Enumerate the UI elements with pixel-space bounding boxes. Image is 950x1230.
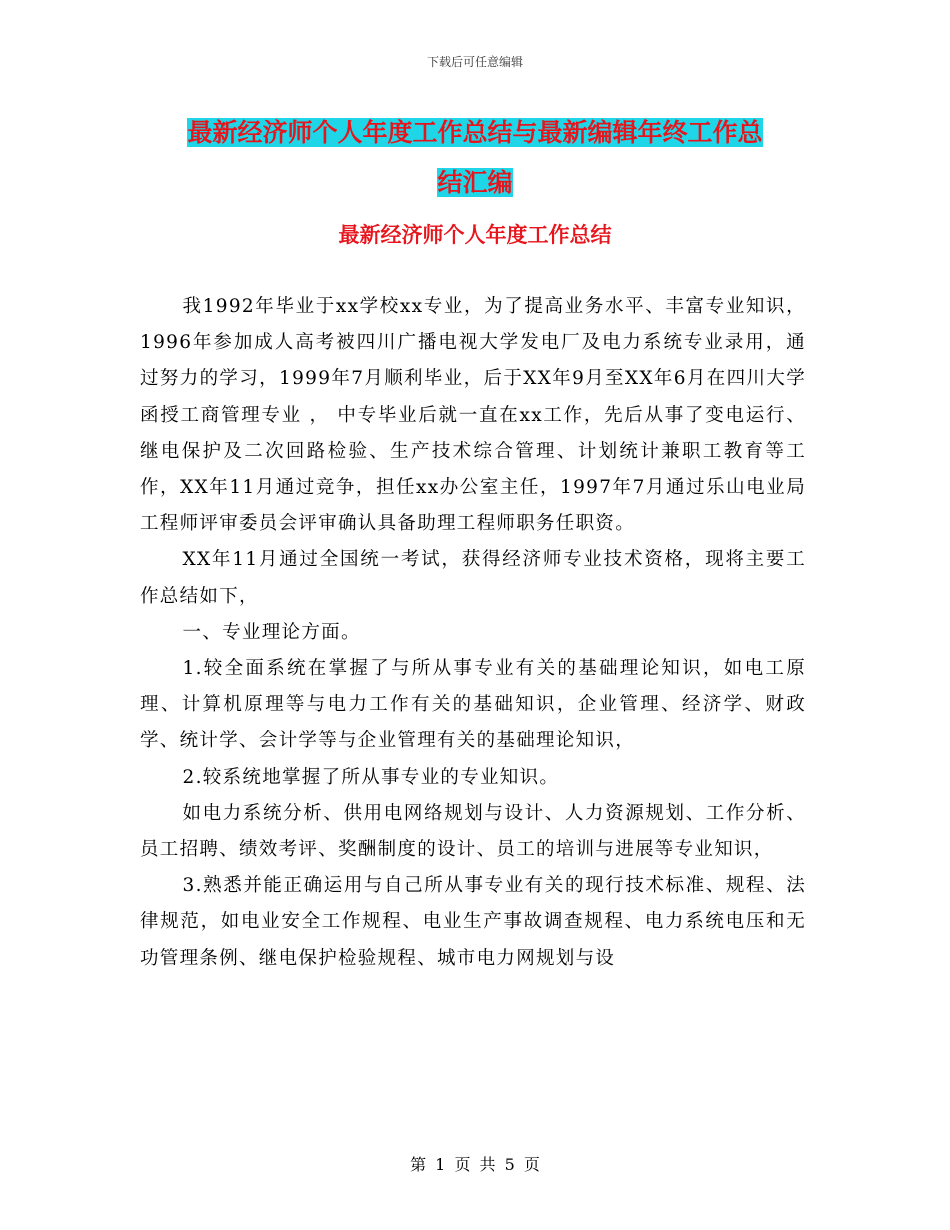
paragraph: XX年11月通过全国统一考试，获得经济师专业技术资格，现将主要工作总结如下， [140, 549, 806, 607]
paragraph: 我1992年毕业于xx学校xx专业，为了提高业务水平、丰富专业知识，1996年参加成人高考被四川广播电视大学发电厂及电力系统专业录用，通过努力的学习，1999年7月顺利毕业，后于XX年9月至XX年6月在四川大学函授工商管理专业 ， 中专毕业后就一直在xx工作，先后从事了变电运行、继电保护及二次回路检验、生产技术综合管理、计划统计兼职工教育等工作，XX年11月通过竞争，担任xx办公室主任，1997年7月通过乐山电业局工程师评审委员会评审确认具备助理工程师职务任职资。 [140, 296, 806, 535]
document-title [142, 108, 808, 208]
paragraph: 3.熟悉并能正确运用与自己所从事专业有关的现行技术标准、规程、法律规范，如电业安全工作规程、电业生产事故调查规程、电力系统电压和无功管理条例、继电保护检验规程、城市电力网规划与设 [140, 875, 806, 969]
paragraph: 2.较系统地掌握了所从事专业的专业知识。 [182, 766, 560, 788]
paragraph: 如电力系统分析、供用电网络规划与设计、人力资源规划、工作分析、员工招聘、绩效考评、奖酬制度的设计、员工的培训与进展等专业知识， [140, 802, 806, 861]
section-title: 最新经济师个人年度工作总结 [338, 223, 612, 247]
paragraph: 1.较全面系统在掌握了与所从事专业有关的基础理论知识，如电工原理、计算机原理等与电力工作有关的基础知识，企业管理、经济学、财政学、统计学、会计学等与企业管理有关的基础理论知识， [140, 658, 806, 752]
document-title-line-1: 最新经济师个人年度工作总结与最新编辑年终工作总 [187, 118, 763, 147]
page-footer: 第 1 页 共 5 页 [410, 1155, 540, 1174]
document-title-line-2: 结汇编 [437, 168, 513, 197]
header-note: 下载后可任意编辑 [426, 55, 523, 69]
paragraph: 一、专业理论方面。 [182, 621, 361, 643]
document-body [140, 289, 806, 977]
